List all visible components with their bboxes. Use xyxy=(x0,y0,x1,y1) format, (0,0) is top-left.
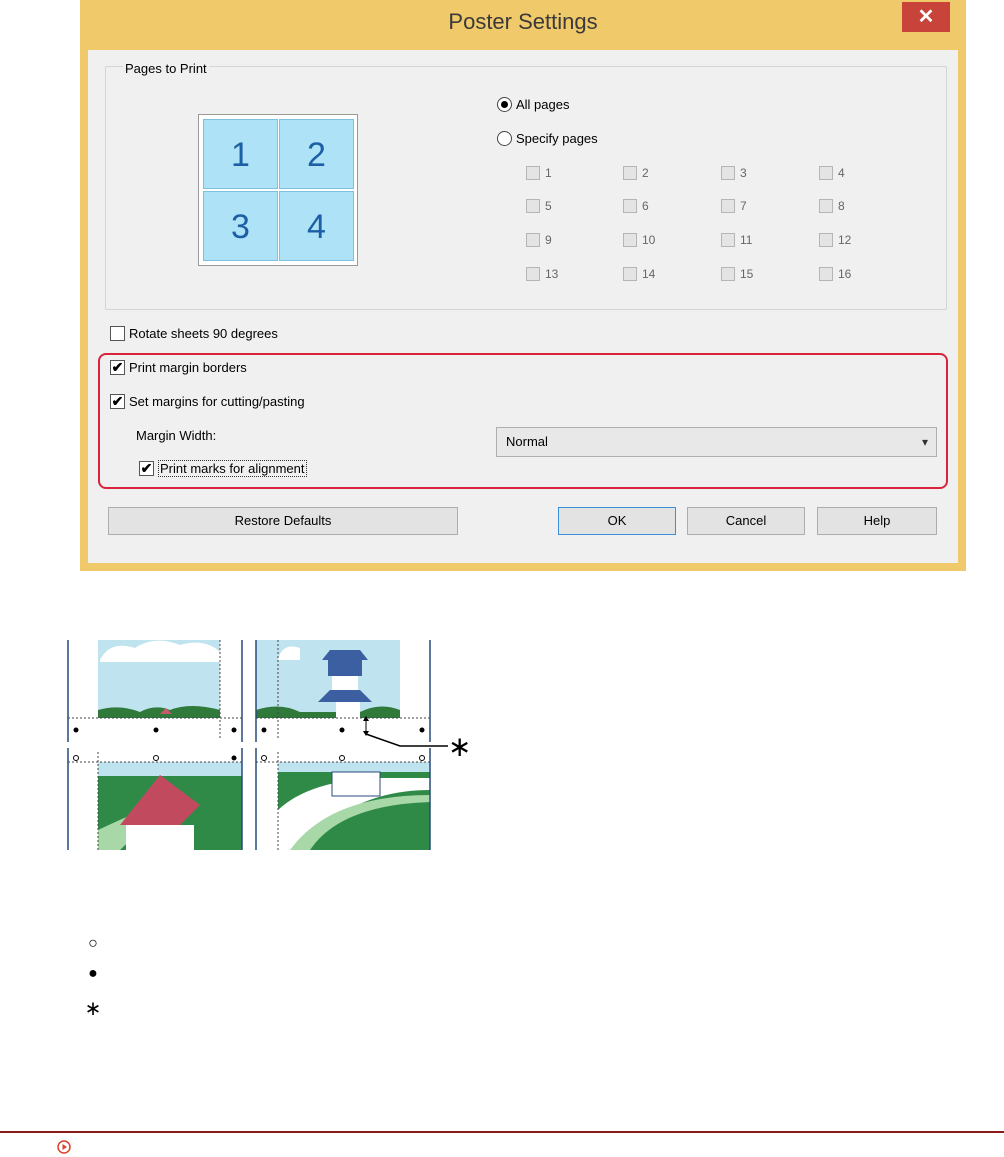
margin-width-label: Margin Width: xyxy=(136,428,217,443)
page-checkbox-13[interactable]: 13 xyxy=(526,267,558,281)
print-margin-borders-label: Print margin borders xyxy=(129,360,247,375)
set-margins-label: Set margins for cutting/pasting xyxy=(129,394,305,409)
tile-3: 3 xyxy=(203,191,278,261)
poster-settings-dialog xyxy=(80,0,966,571)
checkmark-icon: ✔ xyxy=(111,359,124,375)
page-checkbox-14[interactable]: 14 xyxy=(623,267,655,281)
page-checkbox-7[interactable]: 7 xyxy=(721,199,747,213)
specify-pages-label: Specify pages xyxy=(516,131,598,146)
print-marks-checkbox[interactable] xyxy=(139,460,307,477)
all-pages-radio[interactable] xyxy=(497,97,569,112)
help-button[interactable]: Help xyxy=(817,507,937,535)
legend-asterisk: ∗ xyxy=(84,998,102,1020)
print-marks-label: Print marks for alignment xyxy=(160,461,305,476)
ok-button[interactable]: OK xyxy=(558,507,676,535)
rotate-sheets-label: Rotate sheets 90 degrees xyxy=(129,326,278,341)
page-checkbox-2[interactable]: 2 xyxy=(623,166,649,180)
close-button[interactable] xyxy=(902,2,950,32)
checkbox-box-empty xyxy=(110,326,125,341)
margin-width-select[interactable] xyxy=(496,427,937,457)
page-checkbox-3[interactable]: 3 xyxy=(721,166,747,180)
dialog-client-area xyxy=(88,50,958,563)
sheet-top-right xyxy=(256,640,448,746)
checkmark-icon: ✔ xyxy=(140,460,153,476)
radio-circle-empty xyxy=(497,131,512,146)
restore-defaults-button[interactable]: Restore Defaults xyxy=(108,507,458,535)
legend-filled-circle: ● xyxy=(88,965,98,982)
page-checkbox-8[interactable]: 8 xyxy=(819,199,845,213)
specify-pages-radio[interactable] xyxy=(497,131,598,146)
rotate-sheets-checkbox[interactable] xyxy=(110,326,278,341)
page-checkbox-1[interactable]: 1 xyxy=(526,166,552,180)
all-pages-label: All pages xyxy=(516,97,570,112)
page-checkbox-15[interactable]: 15 xyxy=(721,267,753,281)
legend-open-circle: ○ xyxy=(88,935,98,952)
page-checkbox-10[interactable]: 10 xyxy=(623,233,655,247)
print-margin-borders-checkbox[interactable] xyxy=(110,360,247,375)
tile-1: 1 xyxy=(203,119,278,189)
page-checkbox-16[interactable]: 16 xyxy=(819,267,851,281)
tile-4: 4 xyxy=(279,191,354,261)
chevron-down-icon: ▾ xyxy=(921,435,928,449)
sheet-bottom-left xyxy=(68,748,242,850)
page-checkbox-12[interactable]: 12 xyxy=(819,233,851,247)
cancel-button[interactable]: Cancel xyxy=(687,507,805,535)
sheet-top-left xyxy=(68,640,242,742)
page-checkbox-4[interactable]: 4 xyxy=(819,166,845,180)
asterisk-marker: ∗ xyxy=(448,730,472,763)
sheet-bottom-right xyxy=(256,748,430,850)
pages-to-print-label: Pages to Print xyxy=(125,61,207,76)
play-circle-icon[interactable] xyxy=(57,1140,71,1154)
poster-illustration xyxy=(60,630,480,858)
checkmark-icon: ✔ xyxy=(111,393,124,409)
dialog-title: Poster Settings xyxy=(448,9,598,34)
tile-2: 2 xyxy=(279,119,354,189)
radio-circle-selected xyxy=(497,97,512,112)
page-layout-preview xyxy=(198,114,358,266)
margin-width-value: Normal xyxy=(506,434,548,449)
page-checkbox-11[interactable]: 11 xyxy=(721,233,752,247)
set-margins-checkbox[interactable] xyxy=(110,394,305,409)
close-icon: ✕ xyxy=(917,6,935,28)
page-checkbox-6[interactable]: 6 xyxy=(623,199,649,213)
footer-divider xyxy=(0,1131,1004,1133)
page-checkbox-5[interactable]: 5 xyxy=(526,199,552,213)
title-bar xyxy=(80,0,966,50)
page-checkbox-9[interactable]: 9 xyxy=(526,233,552,247)
